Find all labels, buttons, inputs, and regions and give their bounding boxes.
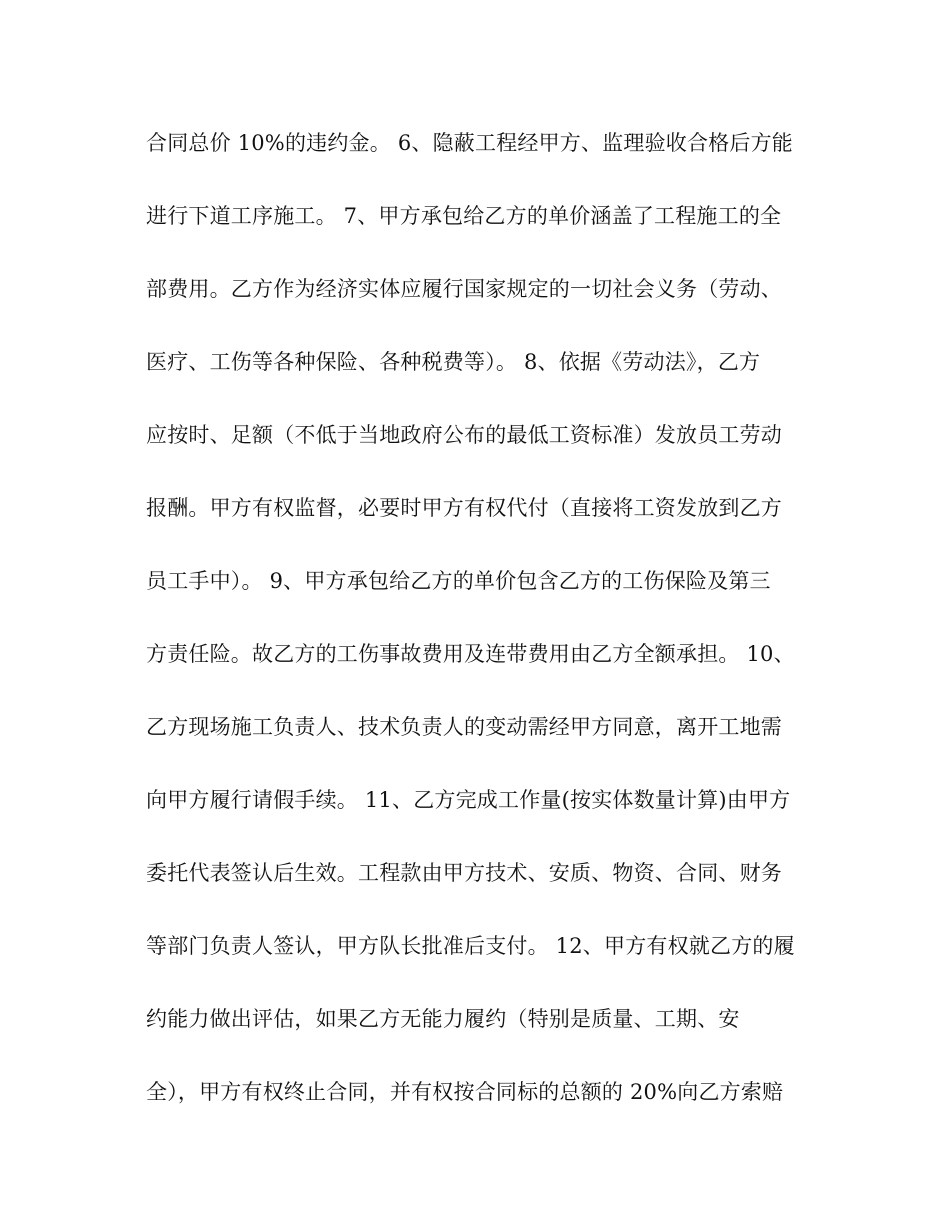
body-text: [146, 126, 846, 1148]
text-line: 进行下道工序施工。 7、甲方承包给乙方的单价涵盖了工程施工的全: [146, 204, 782, 228]
text-line: 乙方现场施工负责人、技术负责人的变动需经甲方同意，离开工地需: [146, 715, 782, 739]
text-line: 等部门负责人签认，甲方队长批准后支付。 12、甲方有权就乙方的履: [146, 934, 795, 958]
text-line: 合同总价 10%的违约金。 6、隐蔽工程经甲方、监理验收合格后方能: [146, 131, 793, 155]
text-line: 部费用。乙方作为经济实体应履行国家规定的一切社会义务（劳动、: [146, 277, 782, 301]
text-line: 报酬。甲方有权监督，必要时甲方有权代付（直接将工资发放到乙方: [146, 496, 782, 520]
text-line: 向甲方履行请假手续。 11、乙方完成工作量(按实体数量计算)由甲方: [146, 788, 791, 812]
text-line: 应按时、足额（不低于当地政府公布的最低工资标准）发放员工劳动: [146, 423, 782, 447]
text-line: 员工手中）。 9、甲方承包给乙方的单价包含乙方的工伤保险及第三: [146, 569, 771, 593]
text-line: 方责任险。故乙方的工伤事故费用及连带费用由乙方全额承担。 10、: [146, 642, 795, 666]
text-line: 医疗、工伤等各种保险、各种税费等）。 8、依据《劳动法》，乙方: [146, 350, 761, 374]
text-line: 委托代表签认后生效。工程款由甲方技术、安质、物资、合同、财务: [146, 861, 782, 885]
text-line: 全），甲方有权终止合同，并有权按合同标的总额的 20%向乙方索赔: [146, 1080, 784, 1104]
text-line: 约能力做出评估，如果乙方无能力履约（特别是质量、工期、安: [146, 1007, 740, 1031]
